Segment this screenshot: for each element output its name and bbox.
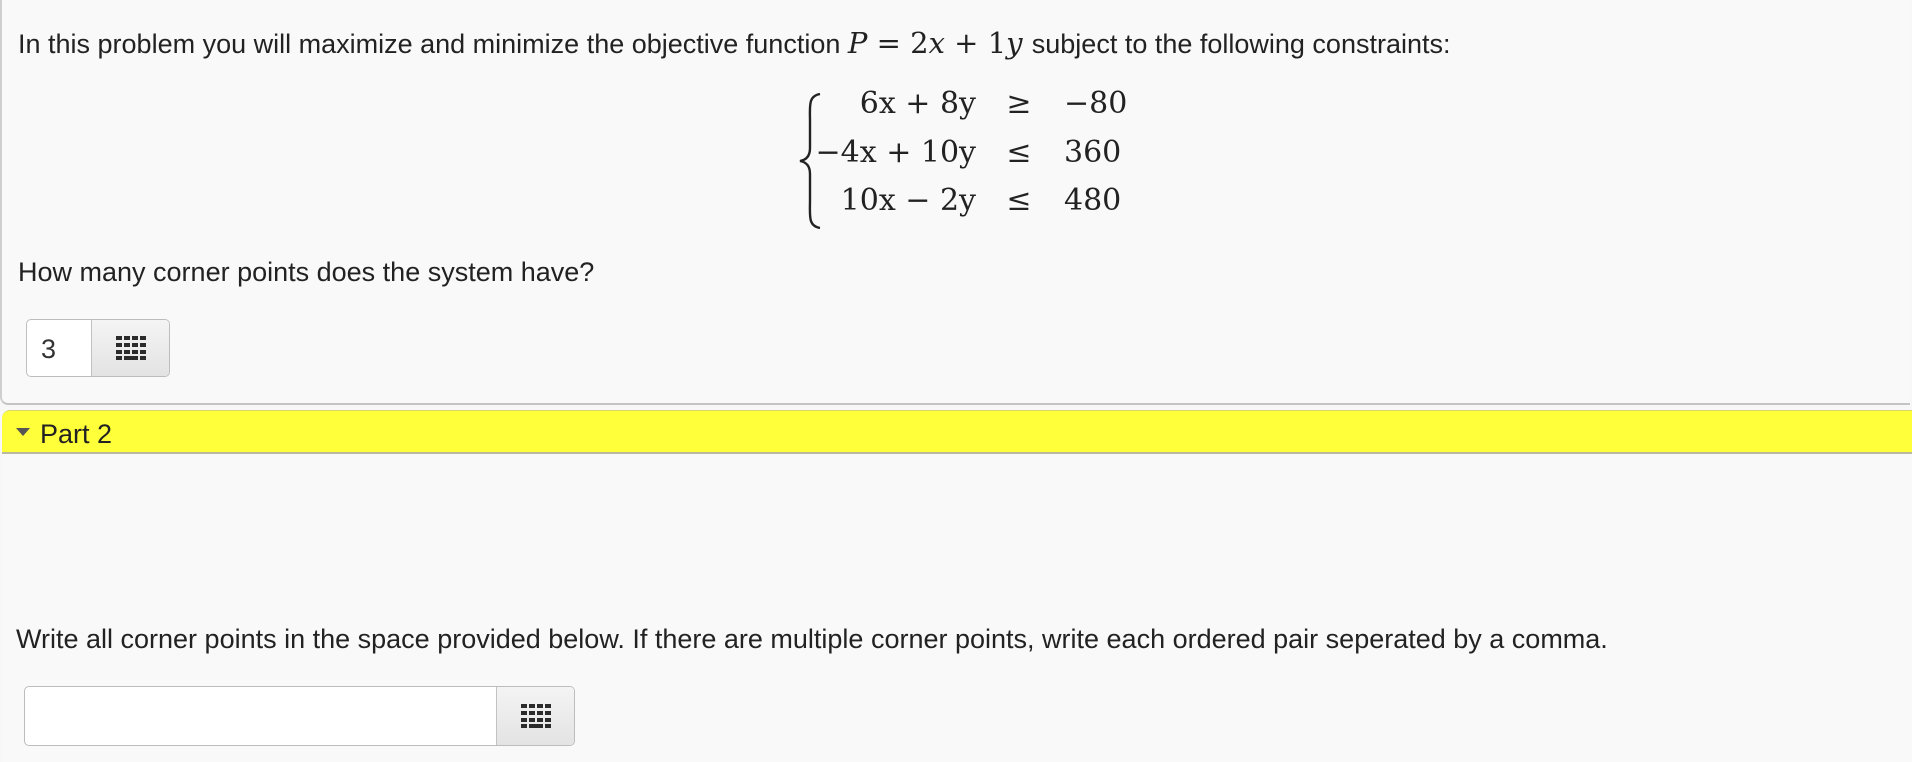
keypad-button[interactable] <box>91 320 169 376</box>
constraint-relation: ≤ <box>1006 135 1032 170</box>
constraint-row-1 <box>798 86 1128 126</box>
objective-function: P = 2x + 1y <box>847 26 1023 60</box>
constraint-rhs: −80 <box>1064 86 1128 121</box>
corner-points-question: Write all corner points in the space provided below. If there are multiple corner points, write each ordered pair seperated by a comma. <box>16 624 1608 654</box>
constraint-lhs: 10x − 2y <box>840 183 976 218</box>
constraint-row-2 <box>798 135 1128 175</box>
corner-points-answer-box[interactable] <box>24 686 575 746</box>
keypad-button[interactable] <box>496 687 574 745</box>
constraint-rhs: 360 <box>1064 135 1122 170</box>
constraint-lhs: 6x + 8y <box>859 86 976 121</box>
constraint-system <box>798 86 1128 226</box>
keypad-icon <box>521 704 551 728</box>
part-2-header[interactable] <box>2 410 1912 454</box>
corner-count-input[interactable]: 3 <box>41 334 57 364</box>
part-2-title: Part 2 <box>40 419 113 449</box>
intro-suffix: subject to the following constraints: <box>1031 29 1451 59</box>
problem-intro <box>18 26 1451 60</box>
corner-points-input[interactable] <box>25 687 497 745</box>
corner-count-answer-box[interactable] <box>26 319 170 377</box>
constraint-row-3 <box>798 183 1128 223</box>
collapse-caret-icon[interactable] <box>16 428 30 436</box>
corner-count-question: How many corner points does the system have? <box>18 257 595 287</box>
constraint-relation: ≤ <box>1006 183 1032 218</box>
intro-text: In this problem you will maximize and minimize the objective function <box>18 29 841 59</box>
constraint-rhs: 480 <box>1064 183 1122 218</box>
keypad-icon <box>116 336 146 360</box>
constraint-lhs: −4x + 10y <box>815 135 976 170</box>
constraint-relation: ≥ <box>1006 86 1032 121</box>
